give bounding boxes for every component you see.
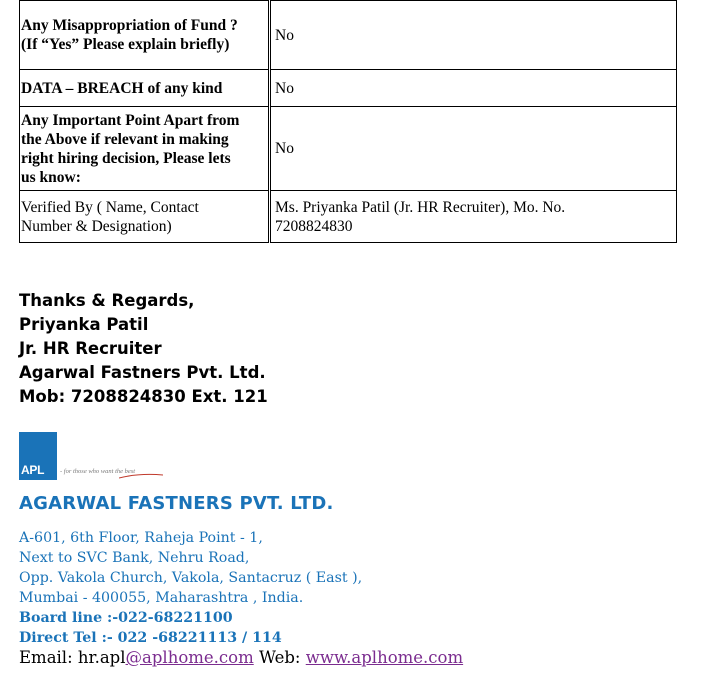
email-link[interactable]: @aplhome.com — [125, 648, 254, 667]
apl-logo-mark — [19, 432, 57, 480]
web-prefix: Web: — [253, 648, 306, 667]
apl-logo — [19, 432, 149, 482]
verification-table — [19, 0, 677, 243]
footer-company-name: AGARWAL FASTNERS PVT. LTD. — [19, 493, 334, 514]
email-prefix: Email: hr.apl — [19, 648, 126, 667]
row-value: No — [270, 70, 677, 107]
label-line: right hiring decision, Please lets — [21, 149, 231, 167]
table-row — [20, 191, 677, 243]
label-line: Verified By ( Name, Contact — [21, 198, 199, 216]
table-row — [20, 107, 677, 191]
footer-address — [19, 528, 362, 648]
label-line: Any Misappropriation of Fund ? — [21, 17, 238, 34]
signature-title: Jr. HR Recruiter — [19, 339, 162, 358]
signature-greeting: Thanks & Regards, — [19, 291, 195, 310]
row-value: No — [270, 1, 677, 70]
table-row — [20, 70, 677, 107]
label-line: Any Important Point Apart from — [21, 111, 240, 129]
address-line: Mumbai - 400055, Maharashtra , India. — [19, 590, 304, 606]
signature-name: Priyanka Patil — [19, 315, 149, 334]
website-link[interactable]: www.aplhome.com — [305, 648, 464, 667]
signature-mobile: Mob: 7208824830 Ext. 121 — [19, 387, 268, 406]
contact-line — [19, 648, 463, 667]
address-line: A-601, 6th Floor, Raheja Point - 1, — [19, 530, 263, 546]
row-label-misappropriation — [20, 1, 270, 70]
apl-logo-text: APL — [21, 463, 45, 477]
address-line: Opp. Vakola Church, Vakola, Santacruz ( East ), — [19, 570, 363, 586]
label-line: the Above if relevant in making — [21, 130, 229, 148]
label-line: Number & Designation) — [21, 217, 172, 235]
signature-company: Agarwal Fastners Pvt. Ltd. — [19, 363, 266, 382]
row-value-verified-by — [270, 191, 677, 243]
label-line: (If “Yes” Please explain briefly) — [21, 36, 230, 53]
table-row — [20, 1, 677, 70]
label-line: us know: — [21, 168, 81, 186]
value-line: 7208824830 — [275, 217, 353, 235]
signature-block — [19, 289, 268, 409]
apl-logo-tagline: - for those who want the best — [60, 468, 136, 475]
row-label-important-point — [20, 107, 270, 191]
row-label-verified-by — [20, 191, 270, 243]
value-line: Ms. Priyanka Patil (Jr. HR Recruiter), Mo. No. — [275, 198, 566, 216]
address-line: Next to SVC Bank, Nehru Road, — [19, 550, 250, 566]
board-line: Board line :-022-68221100 — [19, 610, 233, 626]
swoosh-icon — [119, 472, 163, 480]
row-label-data-breach: DATA – BREACH of any kind — [20, 70, 270, 107]
direct-tel: Direct Tel :- 022 -68221113 / 114 — [19, 630, 282, 646]
row-value: No — [270, 107, 677, 191]
